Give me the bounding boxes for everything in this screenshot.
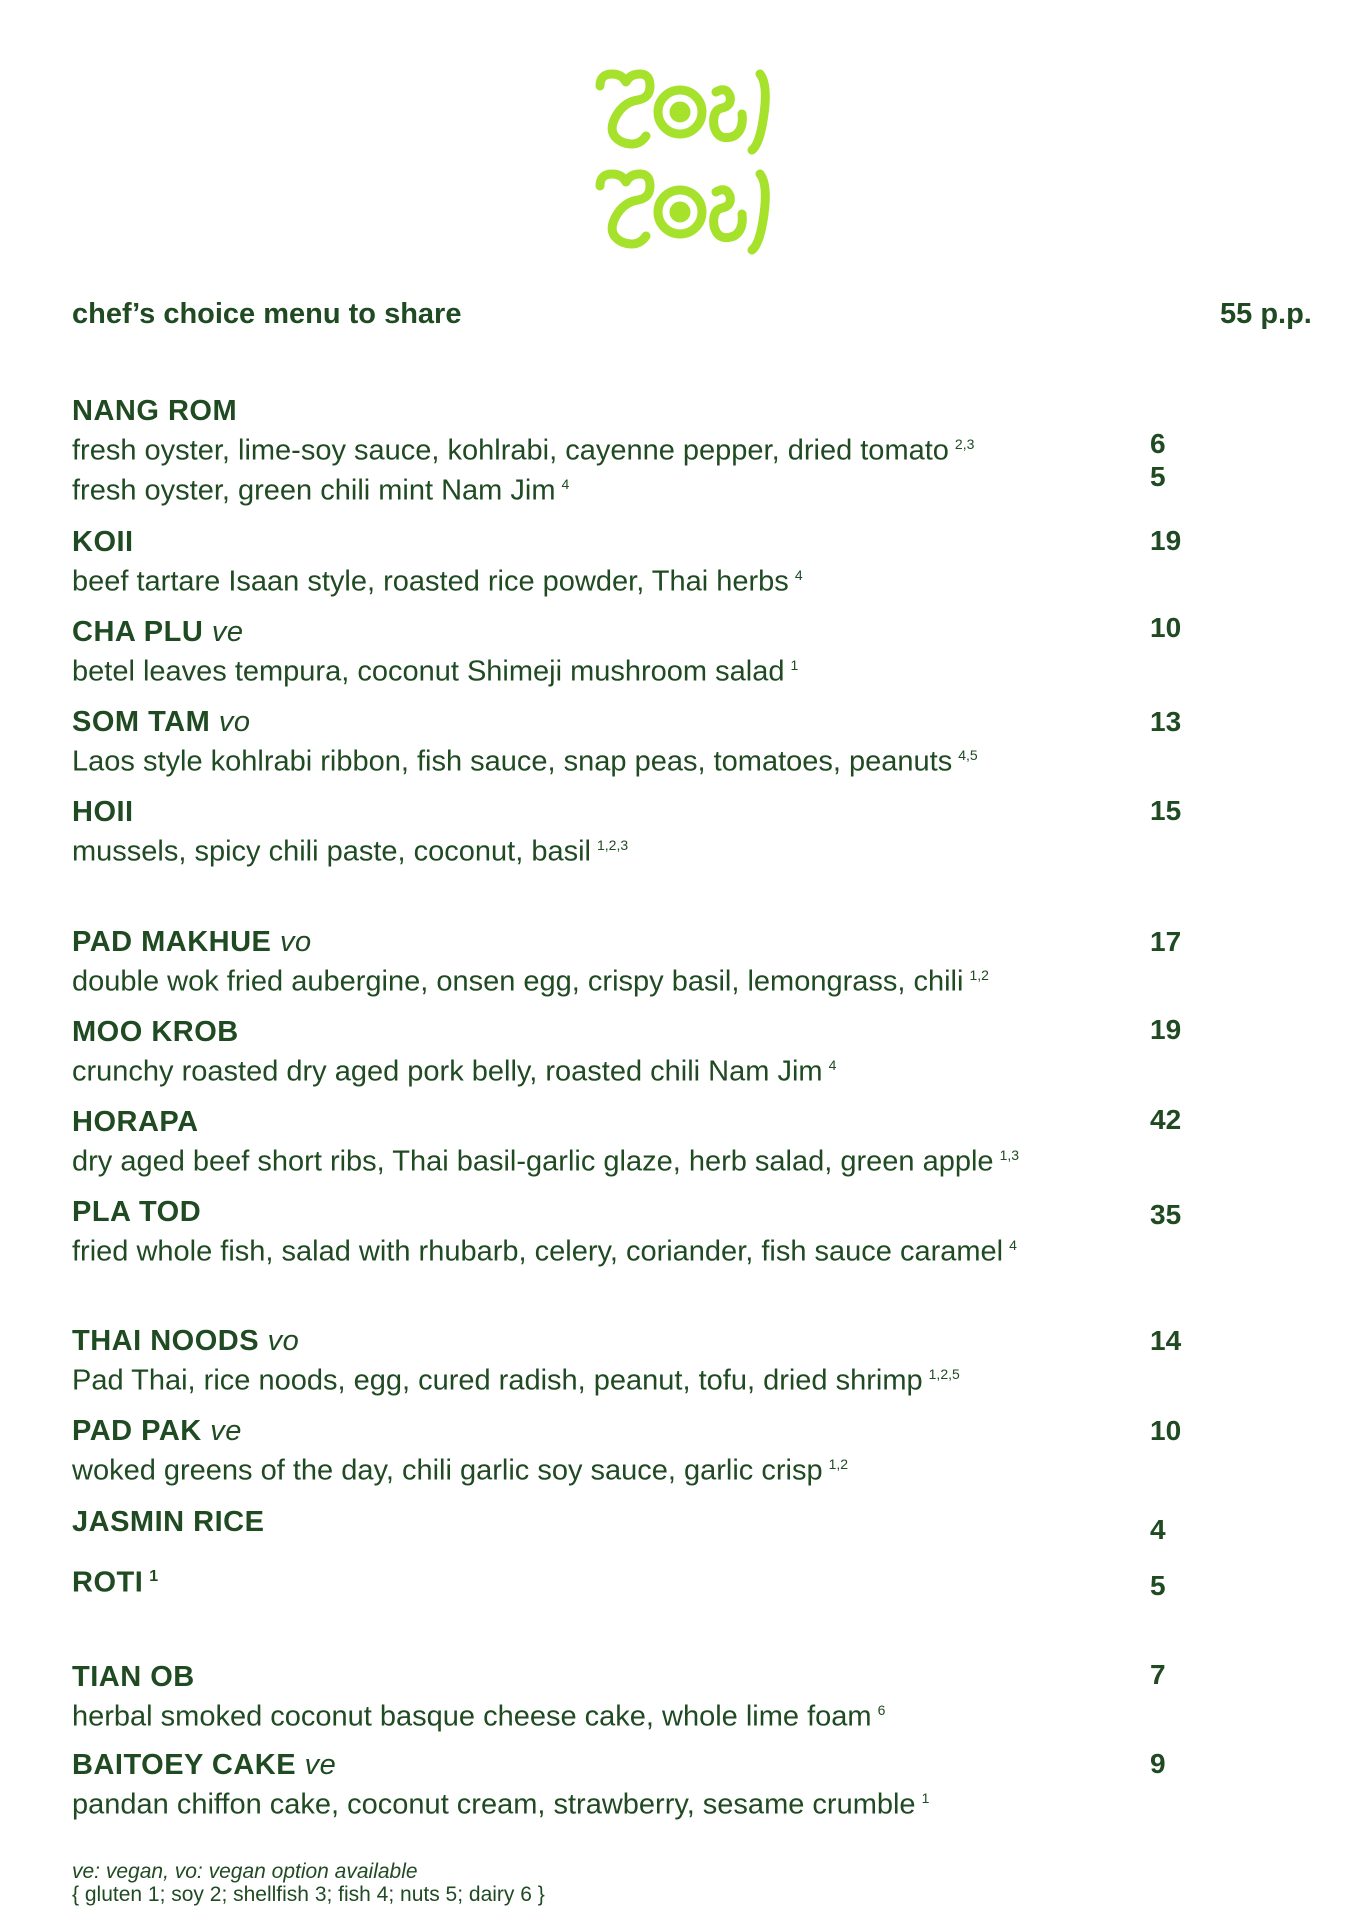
item-name: CHA PLU ve [72, 616, 244, 648]
item-price: 19 [1150, 525, 1182, 556]
item-price: 10 [1150, 612, 1182, 643]
item-description: pandan chiffon cake, coconut cream, strawberry, sesame crumble $^1$ [72, 1788, 930, 1821]
item-description: fresh oyster, green chili mint Nam Jim $^4$ [72, 474, 570, 507]
item-price: 6 [1150, 428, 1166, 459]
menu-item-moo-krob [72, 1015, 1314, 1089]
diet-legend: ve: vegan, vo: vegan option available [72, 1860, 418, 1883]
item-price: 19 [1150, 1014, 1182, 1045]
item-name: JASMIN RICE [72, 1506, 265, 1538]
item-description: fresh oyster, lime-soy sauce, kohlrabi, cayenne pepper, dried tomato $^{2,3}$ [72, 434, 975, 467]
item-name: BAITOEY CAKE ve [72, 1749, 337, 1781]
item-name: KOII [72, 526, 134, 558]
diet-tag: vo [267, 1325, 300, 1357]
item-price: 7 [1150, 1659, 1166, 1690]
menu-title: chef’s choice menu to share [72, 298, 462, 330]
menu-item-jasmin-rice [72, 1505, 1314, 1539]
menu-item-pad-makhue [72, 925, 1314, 999]
item-description: dry aged beef short ribs, Thai basil-garlic glaze, herb salad, green apple $^{1,3}$ [72, 1145, 1020, 1178]
item-price: 35 [1150, 1199, 1182, 1230]
menu-item-pad-pak [72, 1414, 1314, 1488]
diet-tag: vo [279, 926, 312, 958]
item-description: beef tartare Isaan style, roasted rice powder, Thai herbs $^4$ [72, 565, 803, 598]
item-name: MOO KROB [72, 1016, 239, 1048]
item-price: 13 [1150, 706, 1182, 737]
item-description: mussels, spicy chili paste, coconut, basil $^{1,2,3}$ [72, 835, 629, 868]
item-price: 17 [1150, 926, 1182, 957]
diet-tag: ve [210, 1415, 242, 1447]
koii-logo [590, 64, 780, 274]
menu-item-cha-plu [72, 615, 1314, 689]
item-name: ROTI $^1$ [72, 1566, 159, 1599]
item-name: PAD MAKHUE vo [72, 926, 312, 958]
item-price: 5 [1150, 1570, 1166, 1601]
item-name: PAD PAK ve [72, 1415, 242, 1447]
item-price: 5 [1150, 461, 1166, 492]
item-name: TIAN OB [72, 1661, 195, 1693]
item-description: Pad Thai, rice noods, egg, cured radish, peanut, tofu, dried shrimp $^{1,2,5}$ [72, 1364, 960, 1397]
item-name: THAI NOODS vo [72, 1325, 300, 1357]
menu-item-roti [72, 1560, 1314, 1600]
diet-tag: ve [211, 616, 244, 648]
item-name: HOII [72, 796, 134, 828]
item-description: fried whole fish, salad with rhubarb, celery, coriander, fish sauce caramel $^4$ [72, 1235, 1017, 1268]
menu-item-hoii [72, 795, 1314, 869]
menu-item-pla-tod [72, 1195, 1314, 1269]
menu-price: 55 p.p. [1220, 298, 1312, 330]
menu-item-koii [72, 525, 1314, 599]
item-description: betel leaves tempura, coconut Shimeji mushroom salad $^1$ [72, 655, 799, 688]
allergen-legend: { gluten 1; soy 2; shellfish 3; fish 4; nuts 5; dairy 6 } [72, 1883, 545, 1906]
item-price: 4 [1150, 1514, 1166, 1545]
allergen-note: 1 [149, 1568, 159, 1585]
menu-header [72, 298, 1318, 331]
item-price: 14 [1150, 1325, 1182, 1356]
item-name: SOM TAM vo [72, 706, 251, 738]
item-name: NANG ROM [72, 395, 238, 427]
item-price: 9 [1150, 1748, 1166, 1779]
item-price: 42 [1150, 1104, 1182, 1135]
item-name: HORAPA [72, 1106, 199, 1138]
diet-tag: ve [304, 1749, 337, 1781]
menu-item-horapa [72, 1105, 1314, 1179]
item-name: PLA TOD [72, 1196, 202, 1228]
menu-item-nang-rom [72, 394, 1314, 507]
item-price: 10 [1150, 1415, 1182, 1446]
item-description: herbal smoked coconut basque cheese cake, whole lime foam $^6$ [72, 1700, 886, 1733]
item-description: Laos style kohlrabi ribbon, fish sauce, snap peas, tomatoes, peanuts $^{4,5}$ [72, 745, 978, 778]
menu-item-tian-ob [72, 1660, 1314, 1734]
item-description: double wok fried aubergine, onsen egg, crispy basil, lemongrass, chili $^{1,2}$ [72, 965, 989, 998]
menu-footer [72, 1860, 545, 1906]
menu-item-baitoey-cake [72, 1748, 1314, 1822]
item-price: 15 [1150, 795, 1182, 826]
diet-tag: vo [218, 706, 251, 738]
menu-item-thai-noods [72, 1324, 1314, 1398]
item-description: woked greens of the day, chili garlic soy sauce, garlic crisp $^{1,2}$ [72, 1454, 849, 1487]
menu-item-som-tam [72, 705, 1314, 779]
item-description: crunchy roasted dry aged pork belly, roasted chili Nam Jim $^4$ [72, 1055, 837, 1088]
